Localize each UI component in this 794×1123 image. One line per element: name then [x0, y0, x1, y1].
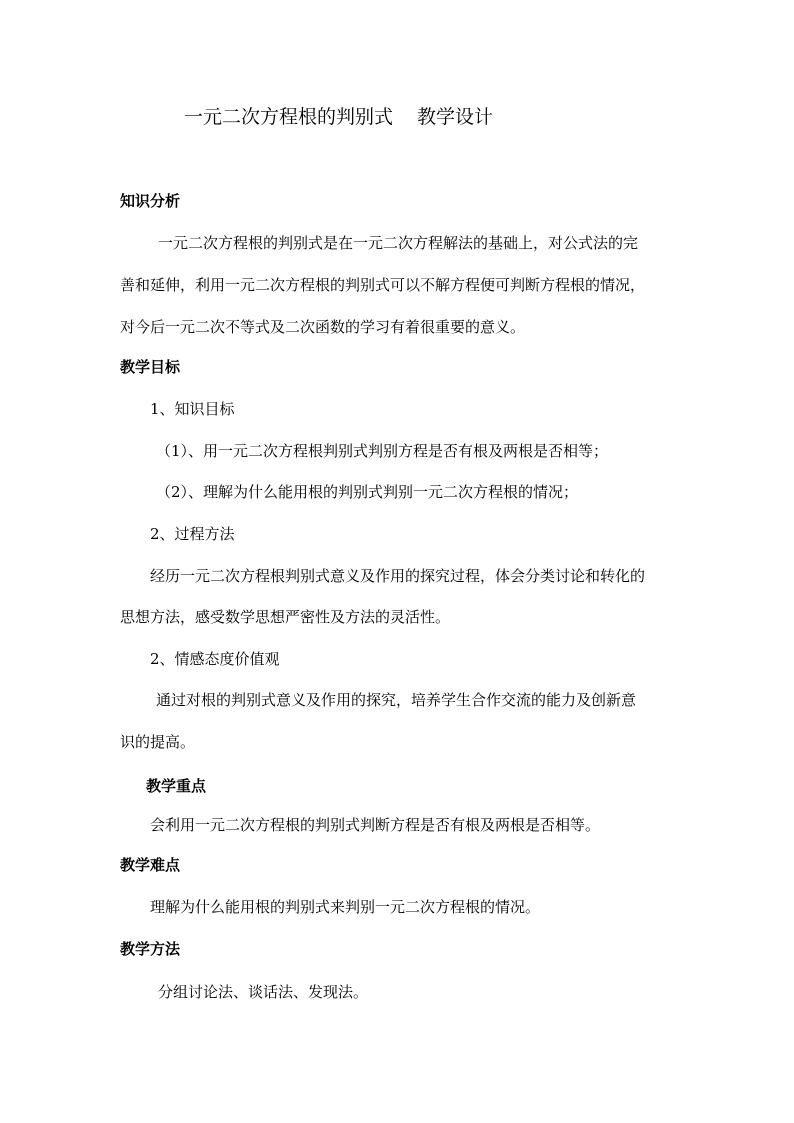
subheading-emotion-goal: 2、情感态度价值观 [150, 650, 280, 668]
heading-difficulty: 教学难点 [120, 856, 181, 874]
paragraph-line: 经历一元二次方程根判别式意义及作用的探究过程，体会分类讨论和转化的 [150, 567, 646, 585]
paragraph-line: 会利用一元二次方程根的判别式判断方程是否有根及两根是否相等。 [150, 816, 601, 834]
heading-teaching-goals: 教学目标 [120, 358, 181, 376]
title-sub: 教学设计 [417, 106, 494, 128]
subheading-knowledge-goal: 1、知识目标 [150, 400, 235, 418]
paragraph-line: 理解为什么能用根的判别式来判别一元二次方程根的情况。 [150, 898, 541, 916]
document-title [184, 104, 493, 130]
paragraph-line: 通过对根的判别式意义及作用的探究，培养学生合作交流的能力及创新意 [156, 691, 637, 709]
title-main: 一元二次方程根的判别式 [184, 106, 394, 128]
list-item: （1）、用一元二次方程根判别式判别方程是否有根及两根是否相等； [156, 442, 609, 460]
paragraph-line: 对今后一元二次不等式及二次函数的学习有着很重要的意义。 [120, 318, 526, 336]
paragraph-line: 识的提高。 [120, 733, 196, 751]
paragraph-line: 分组讨论法、谈话法、发现法。 [158, 983, 369, 1001]
list-item: （2）、理解为什么能用根的判别式判别一元二次方程根的情况； [156, 483, 579, 501]
paragraph-line: 思想方法，感受数学思想严密性及方法的灵活性。 [120, 608, 451, 626]
paragraph-line: 一元二次方程根的判别式是在一元二次方程解法的基础上，对公式法的完 [158, 234, 639, 252]
subheading-process-goal: 2、过程方法 [150, 525, 235, 543]
paragraph-line: 善和延伸，利用一元二次方程根的判别式可以不解方程便可判断方程根的情况， [120, 276, 646, 294]
heading-key-point: 教学重点 [146, 777, 207, 795]
heading-methods: 教学方法 [120, 940, 181, 958]
heading-knowledge-analysis: 知识分析 [120, 192, 181, 210]
